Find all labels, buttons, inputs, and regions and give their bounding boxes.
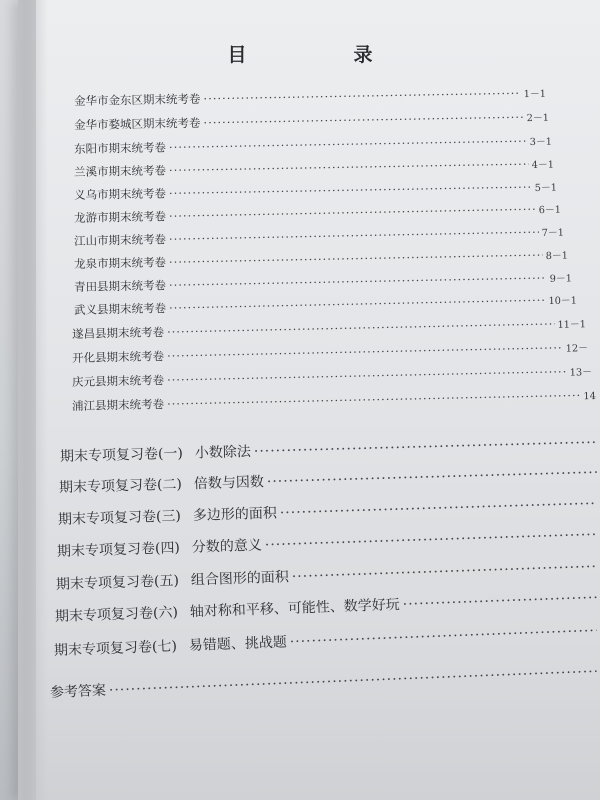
toc-entry <box>72 387 596 414</box>
toc-entry-label: 庆元县期末统考卷 <box>71 373 165 389</box>
dot-leader <box>109 664 597 699</box>
dot-leader <box>169 248 543 269</box>
toc-entry <box>72 339 588 366</box>
toc-review-entry <box>59 462 600 497</box>
toc-entry <box>74 179 557 203</box>
toc-entry-topic: 小数除法 <box>194 444 252 462</box>
toc-page-number: 7－1 <box>541 227 565 240</box>
toc-entry-label: 武义县期末统考卷 <box>73 301 167 317</box>
toc-entry-label: 金华市婺城区期末统考卷 <box>73 115 201 132</box>
toc-entry-label: 遂昌县期末统考卷 <box>71 325 165 341</box>
toc-entry <box>74 85 546 109</box>
toc-entry-topic: 轴对称和平移、可能性、数学好玩 <box>189 596 401 621</box>
toc-entry <box>74 109 549 133</box>
toc-review-entry <box>56 556 600 594</box>
toc-page-number: 14 <box>583 391 597 403</box>
toc-entry <box>74 269 572 295</box>
dot-leader <box>169 225 539 246</box>
dot-leader <box>169 157 529 177</box>
dot-leader <box>167 365 567 387</box>
toc-entry-label: 龙游市期末统考卷 <box>73 209 167 225</box>
toc-review-entry <box>60 432 600 466</box>
dot-leader <box>169 271 547 292</box>
toc-review-entry <box>57 524 600 561</box>
toc-review-entry <box>54 620 600 660</box>
toc-entry-topic: 分数的意义 <box>191 537 263 556</box>
toc-entry <box>74 224 564 249</box>
toc-review-entry <box>58 493 600 529</box>
toc-page-number: 1－1 <box>523 88 547 101</box>
toc-entry <box>74 133 552 157</box>
dot-leader <box>169 202 536 223</box>
toc-entry-label: 义乌市期末统考卷 <box>73 186 167 202</box>
toc-page-number: 6－1 <box>538 204 562 217</box>
toc-entry-topic: 倍数与因数 <box>193 474 265 493</box>
dot-leader <box>203 110 523 130</box>
toc-entry-label: 期末专项复习卷(七) <box>53 638 178 659</box>
toc-entry-label: 浦江县期末统考卷 <box>71 397 165 413</box>
toc-entry <box>74 247 568 272</box>
dot-leader <box>292 559 597 585</box>
toc-entry-topic: 组合图形的面积 <box>190 569 290 589</box>
toc-entry-label: 龙泉市期末统考卷 <box>73 255 167 271</box>
toc-entry-topic: 易错题、挑战题 <box>188 634 288 655</box>
toc-entry-topic: 多边形的面积 <box>192 505 278 524</box>
dot-leader <box>167 388 581 411</box>
dot-leader <box>167 341 563 363</box>
toc-entry <box>74 201 561 226</box>
dot-leader <box>402 590 597 613</box>
dot-leader <box>254 435 597 460</box>
toc-page-number: 4－1 <box>531 159 555 172</box>
toc-entry-label: 期末专项复习卷(三) <box>57 508 182 528</box>
toc-entry-label: 金华市金东区期末统考卷 <box>73 91 201 108</box>
toc-page-number: 3－1 <box>529 136 553 149</box>
toc-entry-label: 开化县期末统考卷 <box>71 349 165 365</box>
toc-entry-label: 期末专项复习卷(四) <box>56 540 181 560</box>
dot-leader <box>267 465 597 490</box>
toc-entry-label: 青田县期末统考卷 <box>73 278 167 294</box>
toc-entry-label: 期末专项复习卷(六) <box>54 604 179 625</box>
toc-review-entry <box>55 587 600 626</box>
toc-page-number: 11－1 <box>557 319 587 331</box>
toc-entry-label: 期末专项复习卷(五) <box>55 572 180 593</box>
toc-entry-label: 兰溪市期末统考卷 <box>73 163 167 179</box>
dot-leader <box>169 180 532 200</box>
toc-entry-label: 参考答案 <box>49 682 107 701</box>
toc-entry-label: 期末专项复习卷(二) <box>58 476 183 496</box>
toc-entry-label: 期末专项复习卷(一) <box>59 445 184 465</box>
toc-page-number: 8－1 <box>545 250 569 262</box>
toc-page-number: 12－ <box>565 343 589 355</box>
toc-entry <box>72 315 586 342</box>
toc-page-number: 13－ <box>569 367 593 379</box>
dot-leader <box>167 317 555 339</box>
toc-page-number: 2－1 <box>526 112 550 125</box>
toc-page-number: 9－1 <box>549 273 573 285</box>
toc-page-number: 10－1 <box>548 295 578 308</box>
dot-leader <box>169 293 546 315</box>
dot-leader <box>203 86 520 106</box>
dot-leader <box>290 623 597 650</box>
page-title: 目 录 <box>227 44 417 66</box>
toc-page-number: 5－1 <box>534 182 558 194</box>
toc-entry <box>74 291 577 318</box>
dot-leader <box>265 527 597 553</box>
toc-entry <box>72 363 592 390</box>
toc-entry-label: 东阳市期末统考卷 <box>73 140 167 156</box>
dot-leader <box>280 496 597 521</box>
toc-entry-label: 江山市期末统考卷 <box>73 232 167 248</box>
dot-leader <box>169 134 527 154</box>
toc-entry <box>74 156 554 180</box>
